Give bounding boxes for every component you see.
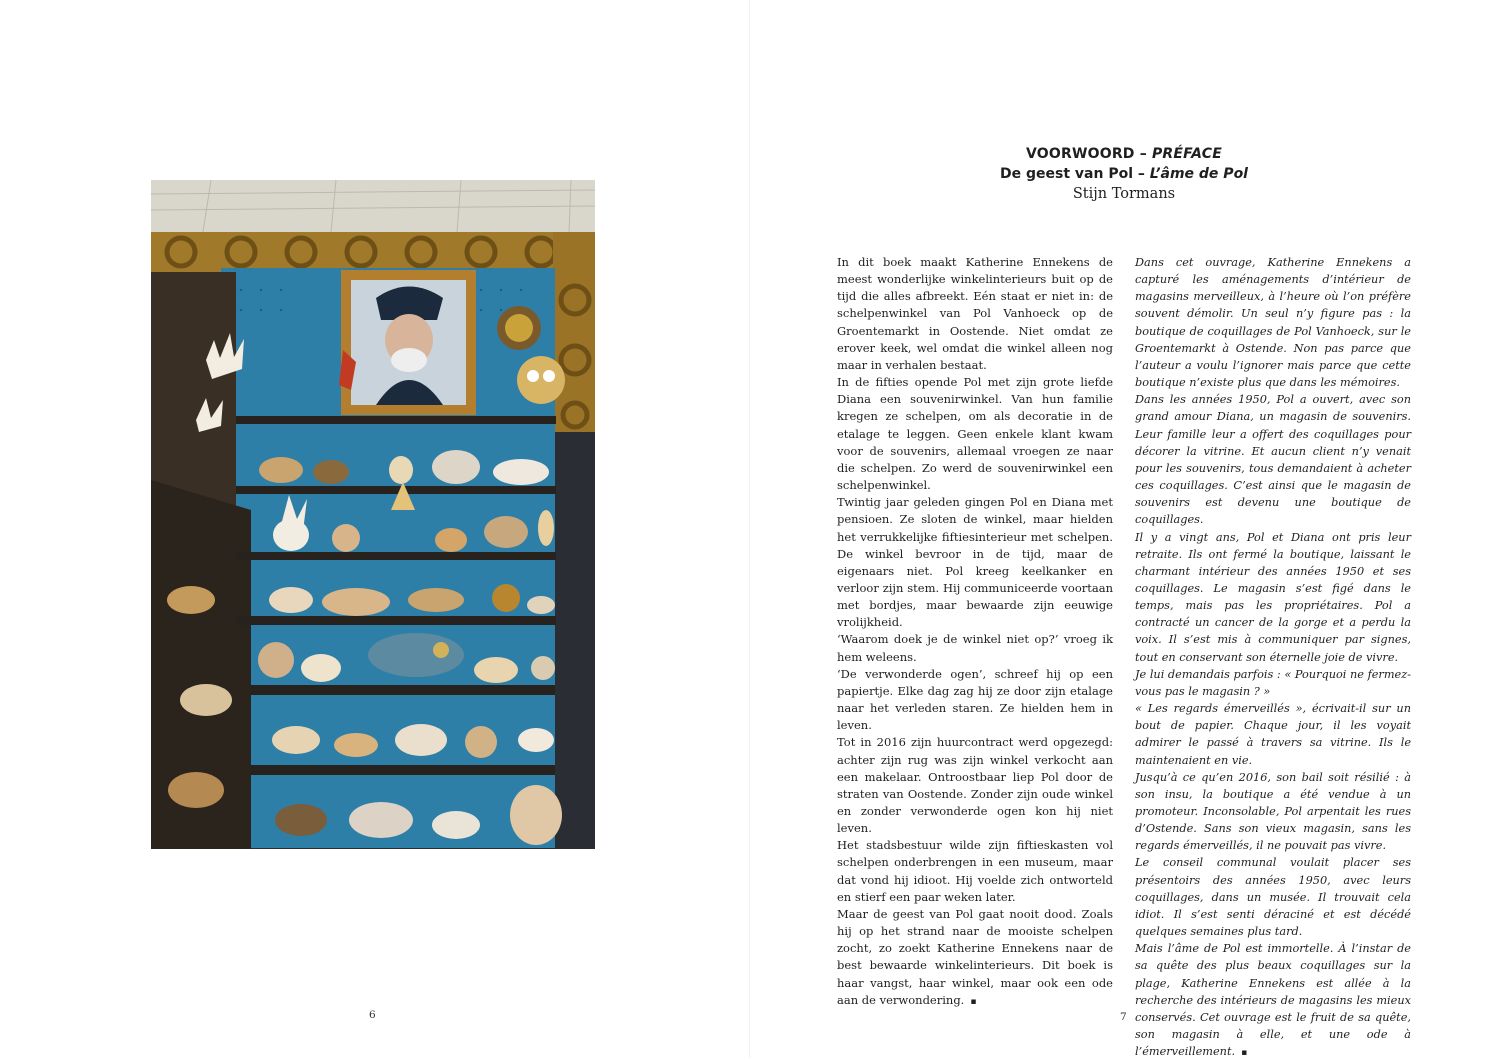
dutch-text-column <box>837 254 1113 1011</box>
paragraph-fr-4: Je lui demandais parfois : « Pourquoi ne fermez-vous pas le magasin ? » <box>1135 667 1411 698</box>
end-mark-fr: ▪ <box>1241 1048 1248 1059</box>
paragraph-fr-5: « Les regards émerveillés », écrivait-il sur un bout de papier. Chaque jour, il les voyait admirer le passé à travers sa vitrine. Ils le maintenaient en vie. <box>1135 702 1411 767</box>
paragraph-fr-3: Il y a vingt ans, Pol et Diana ont pris leur retraite. Ils ont fermé la boutique, laissant le charmant intérieur des années 1950 et ses coquillages. Le magasin s’est figé dans le temps, mais pas les propriétaires. Pol a contracté un cancer de la gorge et a perdu la voix. Il s’est mis à communiquer par signes, tout en conservant son éternelle joie de vivre. <box>1135 530 1411 664</box>
chapter-title: De geest van Pol – L’âme de Pol <box>1000 166 1248 182</box>
paragraph-nl-6: Tot in 2016 zijn huurcontract werd opgezegd: achter zijn rug was zijn winkel verkocht aan een makelaar. Ontroostbaar liep Pol door de straten van Oostende. Zonder zijn oude winkel en zonder verwonderde ogen kon hij niet leven. <box>837 735 1113 836</box>
section-title: VOORWOORD – PRÉFACE <box>1026 146 1222 162</box>
paragraph-fr-6: Jusqu’à ce qu’en 2016, son bail soit résilié : à son insu, la boutique a été vendue à un promoteur. Inconsolable, Pol arpentait les rues d’Ostende. Sans son vieux magasin, sans les regards émerveillés, il ne pouvait pas vivre. <box>1135 770 1411 853</box>
paragraph-fr-7: Le conseil communal voulait placer ses présentoirs des années 1950, avec leurs coquillages, dans un musée. Il trouvait cela idiot. Il s’est senti déraciné et est décédé quelques semaines plus tard. <box>1135 856 1411 939</box>
paragraph-nl-4: ‘Waarom doek je de winkel niet op?’ vroeg ik hem weleens. <box>837 632 1113 664</box>
shell-shop-photo <box>151 180 595 849</box>
photo-illustration <box>151 180 595 849</box>
page-number-left: 6 <box>369 1009 376 1021</box>
paragraph-fr-2: Dans les années 1950, Pol a ouvert, avec son grand amour Diana, un magasin de souvenirs. Leur famille leur a offert des coquillages pour décorer la vitrine. Et aucun client n’y venait pour les souvenirs, tous demandaient à acheter ces coquillages. C’est ainsi que le magasin de souvenirs est devenu une boutique de coquillages. <box>1135 393 1411 527</box>
paragraph-nl-2: In de fifties opende Pol met zijn grote liefde Diana een souvenirwinkel. Van hun familie kregen ze schelpen, om als decoratie in de etalage te leggen. Geen enkele klant kwam voor de souvenirs, allemaal vroegen ze naar die schelpen. Zo werd de souvenirwinkel een schelpenwinkel. <box>837 375 1113 493</box>
paragraph-fr-1: Dans cet ouvrage, Katherine Ennekens a capturé les aménagements d’intérieur de magasins merveilleux, à l’heure où l’on préfère souvent démolir. Un seul n’y figure pas : la boutique de coquillages de Pol Vanhoeck, sur le Groentemarkt à Ostende. Non pas parce que l’auteur a voulu l’ignorer mais parce que cette boutique n’existe plus que dans les mémoires. <box>1135 256 1411 390</box>
author-name: Stijn Tormans <box>1072 186 1176 202</box>
page-number-right: 7 <box>1120 1011 1127 1023</box>
paragraph-nl-7: Het stadsbestuur wilde zijn fiftieskasten vol schelpen onderbrengen in een museum, maar dat vond hij idioot. Hij voelde zich ontworteld en stierf een paar weken later. <box>837 838 1113 904</box>
paragraph-nl-8 <box>837 906 1113 1011</box>
paragraph-nl-5: ‘De verwonderde ogen’, schreef hij op een papiertje. Elke dag zag hij ze door zijn etalage naar het verleden staren. Ze hielden hem in leven. <box>837 666 1113 733</box>
paragraph-nl-8-text: Maar de geest van Pol gaat nooit dood. Zoals hij op het strand naar de mooiste schelpen zocht, zo zoekt Katherine Ennekens naar de best bewaarde winkelinterieurs. Dit boek is haar vangst, haar winkel, maar ook een ode aan de verwondering. <box>837 906 1113 1007</box>
spread-gutter <box>749 0 750 1058</box>
paragraph-fr-8 <box>1135 940 1411 1062</box>
end-mark-nl: ▪ <box>970 996 977 1007</box>
paragraph-nl-3: Twintig jaar geleden gingen Pol en Diana met pensioen. Ze sloten de winkel, maar hielden het verrukkelijke fiftiesinterieur met schelpen. De winkel bevroor in de tijd, maar de eigenaars niet. Pol kreeg keelkanker en verloor zijn stem. Hij communiceerde voortaan met bordjes, maar bewaarde zijn eeuwige vrolijkheid. <box>837 495 1113 630</box>
french-text-column <box>1135 254 1411 1062</box>
paragraph-nl-1: In dit boek maakt Katherine Ennekens de meest wonderlijke winkelinterieurs buit op de tijd die alles afbreekt. Eén staat er niet in: de schelpenwinkel van Pol Vanhoeck op de Groentemarkt in Oostende. Niet omdat ze erover keek, wel omdat die winkel alleen nog maar in verhalen bestaat. <box>837 255 1113 372</box>
paragraph-fr-8-text: Mais l’âme de Pol est immortelle. À l’instar de sa quête des plus beaux coquillages sur la plage, Katherine Ennekens est allée à la recherche des intérieurs de magasins les mieux conservés. Cet ouvrage est le fruit de sa quête, son magasin à elle, et une ode à l’émerveillement. <box>1135 942 1411 1059</box>
